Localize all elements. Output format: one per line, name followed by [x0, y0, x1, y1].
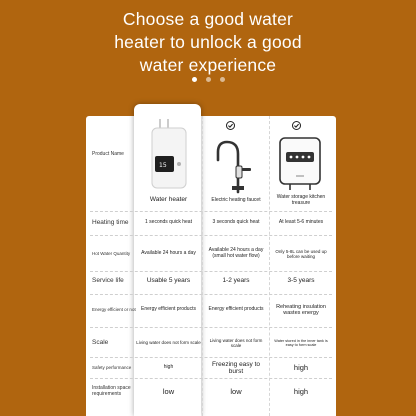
cell-heating-time-water-heater: 1 seconds quick heat — [145, 219, 192, 226]
cell-scale-water-heater: Living water does not form scale — [136, 340, 201, 346]
carousel-indicator — [0, 77, 416, 82]
row-divider — [90, 211, 332, 212]
header-label: Product Name — [92, 151, 124, 158]
cell-safety-water-heater: high — [163, 364, 174, 371]
row-label-energy-efficient: Energy efficient or not — [92, 307, 136, 313]
cell-installation-water-heater: low — [162, 386, 175, 396]
row-divider — [90, 271, 332, 272]
cell-safety-storage: high — [293, 362, 309, 372]
cell-service-life-storage: 3-5 years — [287, 277, 315, 285]
check-icon — [292, 121, 301, 130]
headline-line-2: heater to unlock a good — [114, 32, 302, 52]
column-name-faucet: Electric heating faucet — [211, 197, 261, 204]
cell-hot-water-water-heater: Available 24 hours a day — [141, 250, 196, 257]
check-icon — [226, 121, 235, 130]
row-label-scale: Scale — [92, 339, 109, 347]
water-heater-icon — [146, 116, 192, 192]
cell-energy-water-heater: Energy efficient products — [141, 306, 196, 313]
storage-heater-icon — [276, 136, 324, 192]
headline — [0, 8, 416, 77]
row-divider — [90, 294, 332, 295]
cell-installation-faucet: low — [230, 386, 242, 396]
cell-scale-storage: Water stored in the inner tank is easy to form scale — [274, 338, 328, 347]
carousel-dot-2[interactable] — [206, 77, 211, 82]
row-label-installation-space: Installation space requirements — [92, 385, 131, 397]
row-label-service-life: Service life — [92, 277, 124, 285]
cell-service-life-faucet: 1-2 years — [222, 277, 250, 285]
cell-scale-faucet: Living water does not form scale — [209, 337, 263, 348]
carousel-dot-3[interactable] — [220, 77, 225, 82]
cell-heating-time-faucet: 3 seconds quick heat — [212, 219, 260, 226]
headline-line-1: Choose a good water — [122, 9, 294, 29]
cell-energy-storage: Reheating insulation wastes energy — [276, 303, 326, 316]
cell-installation-storage: high — [293, 386, 309, 396]
row-label-heating-time: Heating time — [92, 219, 129, 227]
faucet-icon — [214, 138, 256, 194]
row-divider — [90, 357, 332, 358]
row-divider — [90, 378, 332, 379]
row-label-safety: Safety performance — [92, 365, 132, 371]
cell-safety-faucet: Freezing easy to burst — [211, 360, 261, 375]
row-divider — [90, 235, 332, 236]
cell-hot-water-faucet: Available 24 hours a day (small hot water flow) — [208, 247, 264, 259]
cell-hot-water-storage: Only 5-8L can be used up before waiting — [275, 248, 327, 259]
cell-energy-faucet: Energy efficient products — [208, 306, 264, 313]
row-label-hot-water-quantity: Hot Water Quantity — [92, 251, 131, 257]
cell-service-life-water-heater: Usable 5 years — [146, 277, 191, 285]
svg-text:15: 15 — [159, 162, 167, 169]
column-name-storage-heater: Water storage kitchen treasure — [276, 194, 326, 206]
headline-line-3: water experience — [139, 55, 277, 75]
column-divider — [269, 116, 270, 416]
cell-heating-time-storage: At least 5-6 minutes — [278, 219, 324, 226]
carousel-dot-1[interactable] — [192, 77, 197, 82]
row-divider — [90, 327, 332, 328]
column-divider — [202, 116, 203, 416]
column-name-water-heater: Water heater — [149, 196, 188, 204]
